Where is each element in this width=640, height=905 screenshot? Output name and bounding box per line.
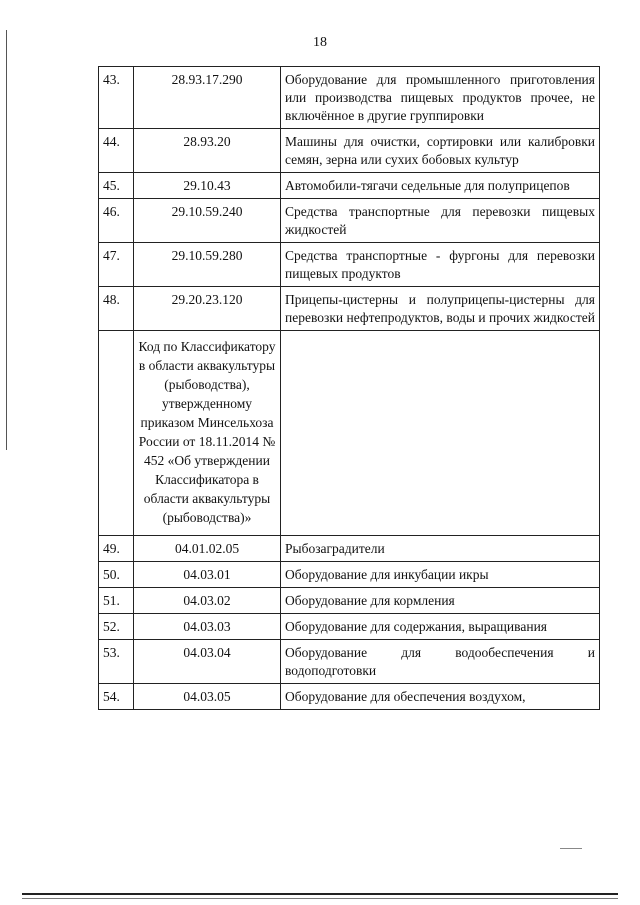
row-description: Оборудование для содержания, выращивания [281,614,600,640]
empty-cell [281,331,600,536]
aquaculture-code: 04.01.02.05 [134,536,281,562]
row-number: 53. [99,640,134,684]
scan-edge-line [6,30,7,450]
row-description: Рыбозаградители [281,536,600,562]
row-description: Средства транспортные для перевозки пищевых жидкостей [281,199,600,243]
row-number: 46. [99,199,134,243]
row-number: 51. [99,588,134,614]
classifier-header-row [99,331,600,536]
row-description: Оборудование для промышленного приготовления или производства пищевых продуктов прочее, не включённое в другие группировки [281,67,600,129]
table-row [99,562,600,588]
table-row [99,67,600,129]
aquaculture-code: 04.03.05 [134,684,281,710]
aquaculture-code: 04.03.01 [134,562,281,588]
okpd-code: 29.20.23.120 [134,287,281,331]
row-number: 44. [99,129,134,173]
row-number: 52. [99,614,134,640]
scan-mark [560,848,582,849]
table-row [99,684,600,710]
equipment-table [98,66,600,710]
row-number: 48. [99,287,134,331]
row-description: Оборудование для водообеспечения и водоподготовки [281,640,600,684]
bottom-scan-edge [22,893,618,895]
okpd-code: 28.93.20 [134,129,281,173]
table-row [99,588,600,614]
table-row [99,129,600,173]
okpd-code: 28.93.17.290 [134,67,281,129]
row-description: Средства транспортные - фургоны для перевозки пищевых продуктов [281,243,600,287]
row-description: Оборудование для кормления [281,588,600,614]
okpd-code: 29.10.43 [134,173,281,199]
classifier-header: Код по Классификатору в области аквакультуры (рыбоводства), утвержденному приказом Минсельхоза России от 18.11.2014 № 452 «Об утверждении Классификатора в области аквакультуры (рыбоводства)» [134,331,281,536]
aquaculture-code: 04.03.04 [134,640,281,684]
okpd-code: 29.10.59.280 [134,243,281,287]
row-number: 54. [99,684,134,710]
okpd-code: 29.10.59.240 [134,199,281,243]
row-number: 45. [99,173,134,199]
row-description: Оборудование для обеспечения воздухом, [281,684,600,710]
page-number: 18 [313,35,327,50]
aquaculture-code: 04.03.03 [134,614,281,640]
table-row [99,614,600,640]
table-row [99,640,600,684]
row-number: 43. [99,67,134,129]
row-description: Машины для очистки, сортировки или калибровки семян, зерна или сухих бобовых культур [281,129,600,173]
empty-cell [99,331,134,536]
row-number: 50. [99,562,134,588]
table-row [99,199,600,243]
row-number: 49. [99,536,134,562]
table-row [99,536,600,562]
aquaculture-code: 04.03.02 [134,588,281,614]
row-description: Автомобили-тягачи седельные для полуприцепов [281,173,600,199]
row-description: Прицепы-цистерны и полуприцепы-цистерны для перевозки нефтепродуктов, воды и прочих жидкостей [281,287,600,331]
row-number: 47. [99,243,134,287]
table-row [99,287,600,331]
row-description: Оборудование для инкубации икры [281,562,600,588]
bottom-scan-edge-secondary [22,898,618,899]
table-row [99,173,600,199]
table-row [99,243,600,287]
